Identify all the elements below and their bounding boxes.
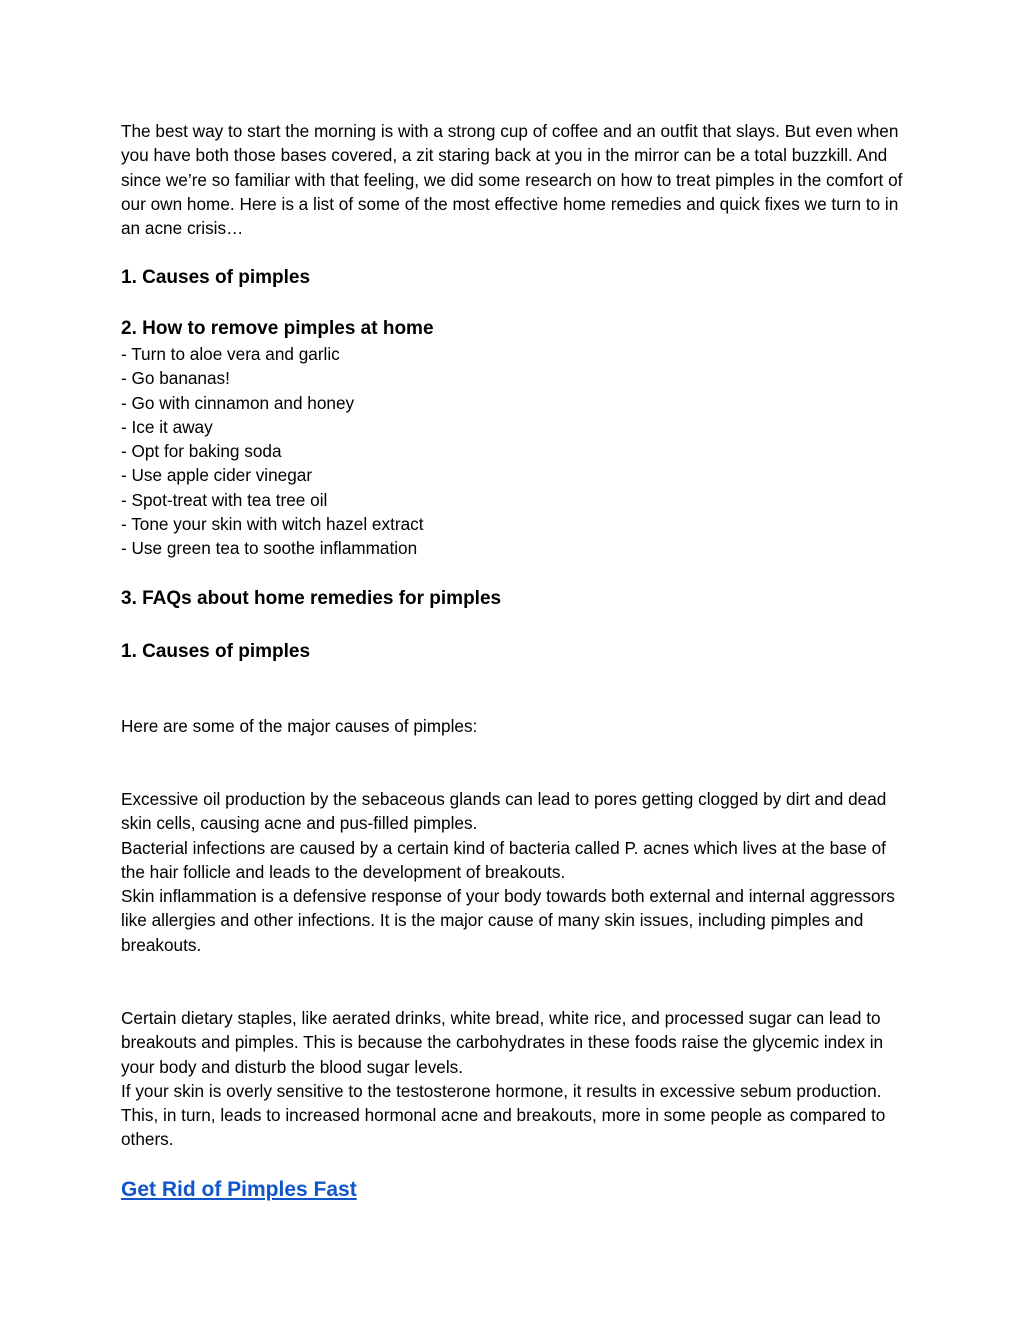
list-item: - Go with cinnamon and honey: [121, 392, 355, 413]
list-item: - Ice it away: [121, 416, 213, 437]
causes-block-2: [121, 1006, 911, 1152]
intro-paragraph: The best way to start the morning is with a strong cup of coffee and an outfit that slays. But even when you have both those bases covered, a zit staring back at you in the mirror can be a total buzzkill. And since we’re so familiar with that feeling, we did some research on how to treat pimples in the comfort of our own home. Here is a list of some of the most effective home remedies and quick fixes we turn to in an acne crisis…: [121, 121, 903, 239]
causes-block-1: [121, 787, 911, 957]
cause-hormones: If your skin is overly sensitive to the testosterone hormone, it results in excessive sebum production. This, in turn, leads to increased hormonal acne and breakouts, more in some people as compared to others.: [121, 1080, 886, 1150]
cause-bacterial-infection: Bacterial infections are caused by a certain kind of bacteria called P. acnes which lives at the base of the hair follicle and leads to the development of breakouts.: [121, 837, 886, 882]
cause-skin-inflammation: Skin inflammation is a defensive response of your body towards both external and internal aggressors like allergies and other infections. It is the major cause of many skin issues, including pimples and breakouts.: [121, 886, 895, 955]
remedies-list: [121, 342, 911, 561]
cause-oil-production: Excessive oil production by the sebaceous glands can lead to pores getting clogged by dirt and dead skin cells, causing acne and pus-filled pimples.: [121, 789, 887, 834]
list-item: - Use apple cider vinegar: [121, 465, 313, 486]
list-item: - Go bananas!: [121, 368, 230, 389]
list-item: - Turn to aloe vera and garlic: [121, 344, 340, 364]
toc-item-faqs: 3. FAQs about home remedies for pimples: [121, 588, 502, 609]
list-item: - Opt for baking soda: [121, 441, 282, 462]
toc-item-remove-pimples: 2. How to remove pimples at home: [121, 318, 434, 339]
causes-lead-paragraph: Here are some of the major causes of pimples:: [121, 716, 478, 736]
toc-item-causes: 1. Causes of pimples: [121, 267, 311, 288]
list-item: - Use green tea to soothe inflammation: [121, 538, 418, 559]
list-item: - Spot-treat with tea tree oil: [121, 489, 328, 510]
cause-diet: Certain dietary staples, like aerated drinks, white bread, white rice, and processed sugar can lead to breakouts and pimples. This is because the carbohydrates in these foods raise the glycemic index in your body and disturb the blood sugar levels.: [121, 1008, 884, 1077]
list-item: - Tone your skin with witch hazel extract: [121, 514, 424, 535]
get-rid-of-pimples-link[interactable]: Get Rid of Pimples Fast: [121, 1178, 357, 1201]
section-heading-causes: 1. Causes of pimples: [121, 641, 311, 662]
